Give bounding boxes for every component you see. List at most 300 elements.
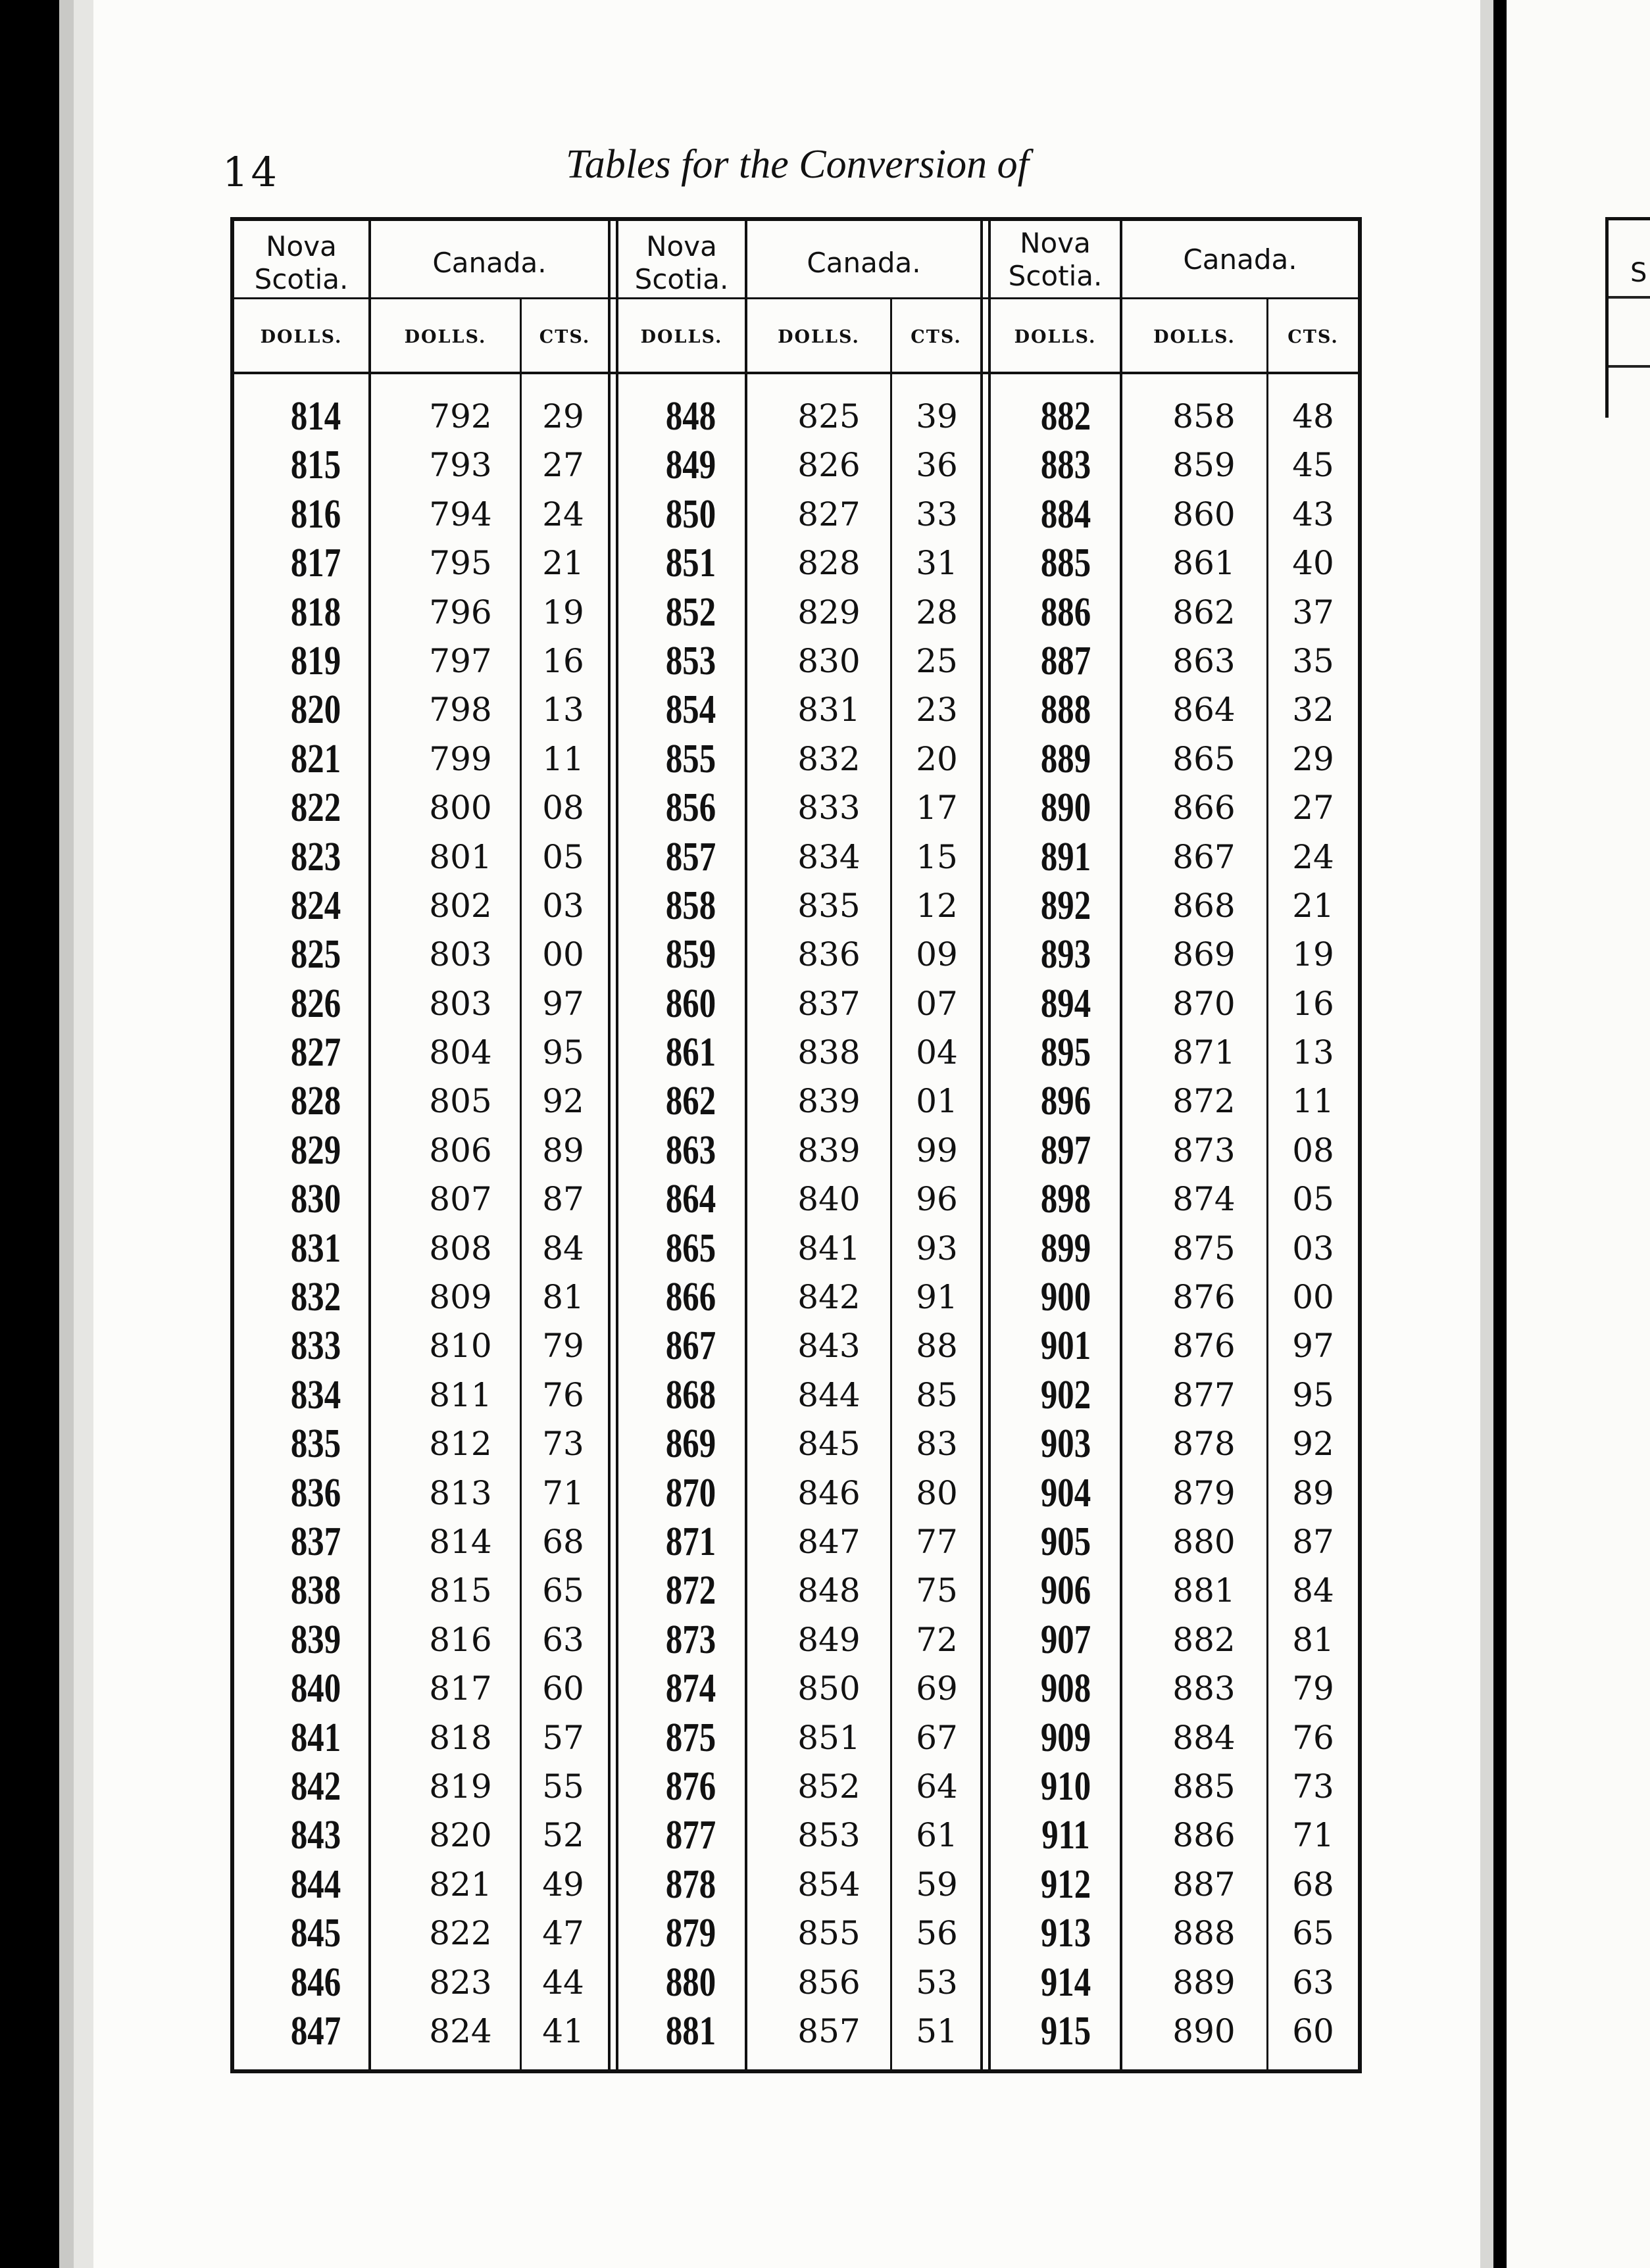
table-cell: 16 (1292, 984, 1334, 1023)
table-cell: 893 (1040, 932, 1091, 977)
table-cell: 80 (916, 1473, 958, 1512)
table-cell: 800 (429, 789, 492, 827)
table-cell: 900 (1040, 1275, 1091, 1320)
table-cell: 45 (1292, 446, 1334, 485)
page-gutter-shadow (59, 0, 74, 2268)
table-cell: 803 (429, 984, 492, 1023)
subheader-cts: CTS. (539, 327, 591, 347)
table-cell: 883 (1172, 1669, 1236, 1708)
table-cell: 830 (290, 1177, 341, 1222)
canada-dolls-column (763, 392, 895, 2056)
canada-dolls-column (1138, 392, 1270, 2056)
table-cell: 53 (916, 1963, 958, 2002)
table-cell: 880 (1172, 1522, 1236, 1561)
table-cell: 847 (797, 1522, 861, 1561)
table-cell: 850 (797, 1669, 861, 1708)
canada-cts-column (1276, 392, 1350, 2056)
table-cell: 855 (665, 736, 716, 781)
table-cell: 880 (665, 1960, 716, 2005)
table-cell: 810 (429, 1327, 492, 1366)
table-cell: 19 (542, 593, 584, 631)
table-cell: 873 (665, 1617, 716, 1662)
table-cell: 68 (1292, 1865, 1334, 1904)
table-cell: 829 (797, 593, 861, 631)
table-cell: 814 (429, 1522, 492, 1561)
table-cell: 59 (916, 1865, 958, 1904)
table-cell: 859 (1172, 446, 1236, 485)
table-cell: 798 (429, 691, 492, 729)
table-cell: 71 (1292, 1816, 1334, 1855)
table-cell: 912 (1040, 1861, 1091, 1907)
table-cell: 860 (665, 981, 716, 1026)
table-cell: 839 (797, 1131, 861, 1170)
table-cell: 862 (1172, 593, 1236, 631)
table-cell: 65 (1292, 1914, 1334, 1953)
table-cell: 872 (665, 1568, 716, 1614)
running-title: Tables for the Conversion of (566, 142, 1029, 187)
table-cell: 796 (429, 593, 492, 631)
table-cell: 89 (1292, 1473, 1334, 1512)
table-cell: 802 (429, 886, 492, 925)
table-cell: 19 (1292, 935, 1334, 974)
table-cell: 864 (665, 1177, 716, 1222)
table-cell: 875 (1172, 1229, 1236, 1268)
table-cell: 883 (1040, 443, 1091, 488)
table-cell: 41 (542, 2011, 584, 2050)
table-cell: 909 (1040, 1715, 1091, 1760)
table-cell: 05 (542, 837, 584, 876)
nova-scotia-column (625, 392, 757, 2056)
table-cell: 889 (1040, 736, 1091, 781)
table-cell: 827 (797, 495, 861, 533)
table-cell: 902 (1040, 1372, 1091, 1418)
subheader-dolls: DOLLS. (778, 327, 860, 347)
table-cell: 879 (665, 1911, 716, 1956)
subheader-dolls: DOLLS. (640, 327, 723, 347)
table-cell: 29 (542, 397, 584, 435)
table-cell: 43 (1292, 495, 1334, 533)
table-cell: 824 (290, 883, 341, 928)
table-cell: 819 (290, 638, 341, 683)
table-cell: 25 (916, 641, 958, 680)
table-cell: 00 (1292, 1278, 1334, 1317)
table-cell: 23 (916, 691, 958, 729)
table-cell: 875 (665, 1715, 716, 1760)
section-rule (980, 217, 983, 2073)
table-cell: 17 (916, 789, 958, 827)
table-cell: 87 (1292, 1522, 1334, 1561)
table-cell: 801 (429, 837, 492, 876)
table-cell: 830 (797, 641, 861, 680)
table-cell: 873 (1172, 1131, 1236, 1170)
table-cell: 834 (797, 837, 861, 876)
table-cell: 12 (916, 886, 958, 925)
table-cell: 76 (542, 1375, 584, 1414)
table-cell: 803 (429, 935, 492, 974)
table-cell: 97 (1292, 1327, 1334, 1366)
table-cell: 83 (916, 1425, 958, 1464)
table-cell: 63 (1292, 1963, 1334, 2002)
table-cell: 823 (429, 1963, 492, 2002)
table-cell: 894 (1040, 981, 1091, 1026)
table-cell: 15 (916, 837, 958, 876)
table-cell: 835 (290, 1421, 341, 1467)
table-cell: 878 (1172, 1425, 1236, 1464)
table-cell: 61 (916, 1816, 958, 1855)
table-cell: 832 (797, 739, 861, 778)
table-cell: 851 (665, 541, 716, 586)
table-cell: 896 (1040, 1079, 1091, 1124)
table-cell: 859 (665, 932, 716, 977)
table-cell: 892 (1040, 883, 1091, 928)
table-cell: 73 (542, 1425, 584, 1464)
table-cell: 901 (1040, 1323, 1091, 1369)
table-cell: 92 (1292, 1425, 1334, 1464)
table-cell: 861 (1172, 544, 1236, 583)
subheader-cts: CTS. (911, 327, 962, 347)
table-cell: 913 (1040, 1911, 1091, 1956)
table-cell: 29 (1292, 739, 1334, 778)
section-rule (608, 217, 611, 2073)
section-rule (988, 217, 991, 2073)
table-cell: 81 (1292, 1620, 1334, 1659)
table-cell: 874 (665, 1666, 716, 1712)
table-cell: 845 (290, 1911, 341, 1956)
table-cell: 89 (542, 1131, 584, 1170)
page-number: 14 (222, 148, 280, 196)
table-cell: 863 (1172, 641, 1236, 680)
table-cell: 804 (429, 1033, 492, 1072)
table-cell: 815 (290, 443, 341, 488)
table-cell: 95 (542, 1033, 584, 1072)
facing-page-rule (1609, 296, 1650, 299)
table-cell: 877 (665, 1813, 716, 1858)
table-cell: 903 (1040, 1421, 1091, 1467)
table-cell: 794 (429, 495, 492, 533)
table-cell: 60 (542, 1669, 584, 1708)
table-cell: 882 (1040, 394, 1091, 439)
table-cell: 826 (797, 446, 861, 485)
table-cell: 812 (429, 1425, 492, 1464)
facing-page-rule (1609, 365, 1650, 368)
table-cell: 838 (290, 1568, 341, 1614)
table-cell: 849 (665, 443, 716, 488)
table-cell: 906 (1040, 1568, 1091, 1614)
table-cell: 838 (797, 1033, 861, 1072)
canada-dolls-column (395, 392, 526, 2056)
table-cell: 846 (290, 1960, 341, 2005)
table-cell: 915 (1040, 2008, 1091, 2054)
table-cell: 13 (1292, 1033, 1334, 1072)
table-cell: 20 (916, 739, 958, 778)
header-nova-scotia: Nova Scotia. (254, 230, 349, 295)
table-cell: 907 (1040, 1617, 1091, 1662)
table-cell: 834 (290, 1372, 341, 1418)
table-cell: 818 (429, 1718, 492, 1757)
page-gutter-fold (74, 0, 93, 2268)
table-cell: 816 (290, 491, 341, 537)
header-rule-canada (230, 297, 1362, 299)
table-cell: 890 (1040, 785, 1091, 831)
table-cell: 865 (1172, 739, 1236, 778)
table-cell: 829 (290, 1127, 341, 1173)
table-cell: 60 (1292, 2011, 1334, 2050)
table-cell: 837 (290, 1519, 341, 1564)
table-cell: 21 (1292, 886, 1334, 925)
table-cell: 868 (665, 1372, 716, 1418)
table-cell: 843 (797, 1327, 861, 1366)
subheader-dolls: DOLLS. (1014, 327, 1097, 347)
table-cell: 839 (290, 1617, 341, 1662)
table-cell: 897 (1040, 1127, 1091, 1173)
subheader-cts: CTS. (1288, 327, 1339, 347)
table-cell: 882 (1172, 1620, 1236, 1659)
table-cell: 851 (797, 1718, 861, 1757)
table-cell: 841 (797, 1229, 861, 1268)
table-cell: 846 (797, 1473, 861, 1512)
table-cell: 821 (429, 1865, 492, 1904)
table-cell: 852 (797, 1767, 861, 1806)
table-cell: 867 (665, 1323, 716, 1369)
table-cell: 841 (290, 1715, 341, 1760)
table-cell: 848 (665, 394, 716, 439)
table-cell: 27 (1292, 789, 1334, 827)
table-cell: 837 (797, 984, 861, 1023)
nova-scotia-column (250, 392, 382, 2056)
table-cell: 96 (916, 1180, 958, 1219)
table-cell: 853 (665, 638, 716, 683)
table-cell: 840 (290, 1666, 341, 1712)
table-cell: 819 (429, 1767, 492, 1806)
table-cell: 845 (797, 1425, 861, 1464)
table-cell: 911 (1041, 1813, 1090, 1858)
table-cell: 871 (1172, 1033, 1236, 1072)
table-cell: 825 (797, 397, 861, 435)
table-cell: 898 (1040, 1177, 1091, 1222)
table-cell: 855 (797, 1914, 861, 1953)
table-cell: 67 (916, 1718, 958, 1757)
table-cell: 16 (542, 641, 584, 680)
table-cell: 822 (290, 785, 341, 831)
table-cell: 895 (1040, 1030, 1091, 1075)
table-cell: 864 (1172, 691, 1236, 729)
header-nova-scotia: Nova Scotia. (634, 230, 729, 295)
table-cell: 92 (542, 1082, 584, 1121)
table-cell: 87 (542, 1180, 584, 1219)
facing-page-table-edge (1605, 217, 1650, 418)
table-cell: 79 (542, 1327, 584, 1366)
table-cell: 876 (1172, 1278, 1236, 1317)
table-cell: 27 (542, 446, 584, 485)
table-cell: 881 (1172, 1571, 1236, 1610)
table-cell: 56 (916, 1914, 958, 1953)
table-cell: 32 (1292, 691, 1334, 729)
table-cell: 65 (542, 1571, 584, 1610)
table-cell: 792 (429, 397, 492, 435)
table-cell: 05 (1292, 1180, 1334, 1219)
table-cell: 843 (290, 1813, 341, 1858)
table-cell: 815 (429, 1571, 492, 1610)
table-cell: 844 (290, 1861, 341, 1907)
table-cell: 793 (429, 446, 492, 485)
table-cell: 77 (916, 1522, 958, 1561)
table-cell: 814 (290, 394, 341, 439)
table-cell: 57 (542, 1718, 584, 1757)
table-cell: 813 (429, 1473, 492, 1512)
table-cell: 823 (290, 834, 341, 879)
table-cell: 817 (429, 1669, 492, 1708)
table-cell: 37 (1292, 593, 1334, 631)
table-cell: 887 (1172, 1865, 1236, 1904)
table-cell: 817 (290, 541, 341, 586)
table-cell: 48 (1292, 397, 1334, 435)
table-cell: 876 (665, 1763, 716, 1809)
table-cell: 858 (665, 883, 716, 928)
table-cell: 858 (1172, 397, 1236, 435)
table-cell: 879 (1172, 1473, 1236, 1512)
table-cell: 890 (1172, 2011, 1236, 2050)
table-cell: 820 (290, 687, 341, 733)
table-cell: 64 (916, 1767, 958, 1806)
table-cell: 79 (1292, 1669, 1334, 1708)
table-cell: 885 (1040, 541, 1091, 586)
table-cell: 08 (542, 789, 584, 827)
table-cell: 831 (797, 691, 861, 729)
table-cell: 76 (1292, 1718, 1334, 1757)
table-cell: 24 (542, 495, 584, 533)
table-cell: 68 (542, 1522, 584, 1561)
table-cell: 03 (1292, 1229, 1334, 1268)
table-cell: 853 (797, 1816, 861, 1855)
table-cell: 908 (1040, 1666, 1091, 1712)
table-cell: 822 (429, 1914, 492, 1953)
page-right-edge (1480, 0, 1493, 2268)
table-cell: 856 (797, 1963, 861, 2002)
table-cell: 35 (1292, 641, 1334, 680)
table-cell: 886 (1040, 589, 1091, 635)
table-cell: 905 (1040, 1519, 1091, 1564)
canada-cts-column (900, 392, 974, 2056)
table-cell: 811 (429, 1375, 492, 1414)
table-cell: 888 (1172, 1914, 1236, 1953)
table-cell: 842 (290, 1763, 341, 1809)
table-cell: 818 (290, 589, 341, 635)
table-cell: 857 (665, 834, 716, 879)
table-cell: 52 (542, 1816, 584, 1855)
table-cell: 816 (429, 1620, 492, 1659)
table-cell: 99 (916, 1131, 958, 1170)
canada-cts-column (526, 392, 600, 2056)
table-cell: 84 (1292, 1571, 1334, 1610)
header-canada: Canada. (1183, 243, 1297, 276)
table-cell: 850 (665, 491, 716, 537)
table-cell: 91 (916, 1278, 958, 1317)
table-cell: 808 (429, 1229, 492, 1268)
section-rule (616, 217, 618, 2073)
table-cell: 807 (429, 1180, 492, 1219)
table-cell: 40 (1292, 544, 1334, 583)
table-cell: 84 (542, 1229, 584, 1268)
table-cell: 13 (542, 691, 584, 729)
table-cell: 39 (916, 397, 958, 435)
table-cell: 69 (916, 1669, 958, 1708)
table-cell: 861 (665, 1030, 716, 1075)
table-cell: 21 (542, 544, 584, 583)
table-cell: 885 (1172, 1767, 1236, 1806)
table-cell: 33 (916, 495, 958, 533)
table-cell: 24 (1292, 837, 1334, 876)
table-cell: 00 (542, 935, 584, 974)
table-cell: 866 (1172, 789, 1236, 827)
table-cell: 11 (1292, 1082, 1334, 1121)
table-cell: 08 (1292, 1131, 1334, 1170)
table-cell: 797 (429, 641, 492, 680)
table-cell: 827 (290, 1030, 341, 1075)
table-cell: 75 (916, 1571, 958, 1610)
table-cell: 835 (797, 886, 861, 925)
table-cell: 899 (1040, 1225, 1091, 1271)
table-cell: 884 (1040, 491, 1091, 537)
table-cell: 832 (290, 1275, 341, 1320)
table-cell: 856 (665, 785, 716, 831)
header-nova-scotia: Nova Scotia. (1008, 227, 1103, 292)
facing-page-header-letter: S (1630, 258, 1647, 288)
table-cell: 72 (916, 1620, 958, 1659)
table-cell: 869 (1172, 935, 1236, 974)
table-cell: 799 (429, 739, 492, 778)
table-cell: 891 (1040, 834, 1091, 879)
table-cell: 842 (797, 1278, 861, 1317)
table-cell: 867 (1172, 837, 1236, 876)
table-cell: 55 (542, 1767, 584, 1806)
table-cell: 828 (797, 544, 861, 583)
table-cell: 847 (290, 2008, 341, 2054)
table-cell: 870 (665, 1470, 716, 1516)
table-cell: 863 (665, 1127, 716, 1173)
table-cell: 878 (665, 1861, 716, 1907)
table-cell: 28 (916, 593, 958, 631)
table-cell: 831 (290, 1225, 341, 1271)
table-cell: 910 (1040, 1763, 1091, 1809)
table-cell: 886 (1172, 1816, 1236, 1855)
table-cell: 825 (290, 932, 341, 977)
table-cell: 877 (1172, 1375, 1236, 1414)
table-cell: 884 (1172, 1718, 1236, 1757)
table-cell: 869 (665, 1421, 716, 1467)
table-cell: 11 (542, 739, 584, 778)
table-cell: 868 (1172, 886, 1236, 925)
table-cell: 862 (665, 1079, 716, 1124)
table-cell: 63 (542, 1620, 584, 1659)
table-cell: 805 (429, 1082, 492, 1121)
table-cell: 857 (797, 2011, 861, 2050)
table-cell: 09 (916, 935, 958, 974)
table-cell: 806 (429, 1131, 492, 1170)
subheader-dolls: DOLLS. (404, 327, 487, 347)
table-cell: 07 (916, 984, 958, 1023)
table-cell: 871 (665, 1519, 716, 1564)
table-cell: 866 (665, 1275, 716, 1320)
table-cell: 836 (797, 935, 861, 974)
table-cell: 876 (1172, 1327, 1236, 1366)
table-cell: 888 (1040, 687, 1091, 733)
table-cell: 854 (797, 1865, 861, 1904)
table-cell: 97 (542, 984, 584, 1023)
table-cell: 889 (1172, 1963, 1236, 2002)
table-cell: 44 (542, 1963, 584, 2002)
table-cell: 809 (429, 1278, 492, 1317)
table-cell: 31 (916, 544, 958, 583)
